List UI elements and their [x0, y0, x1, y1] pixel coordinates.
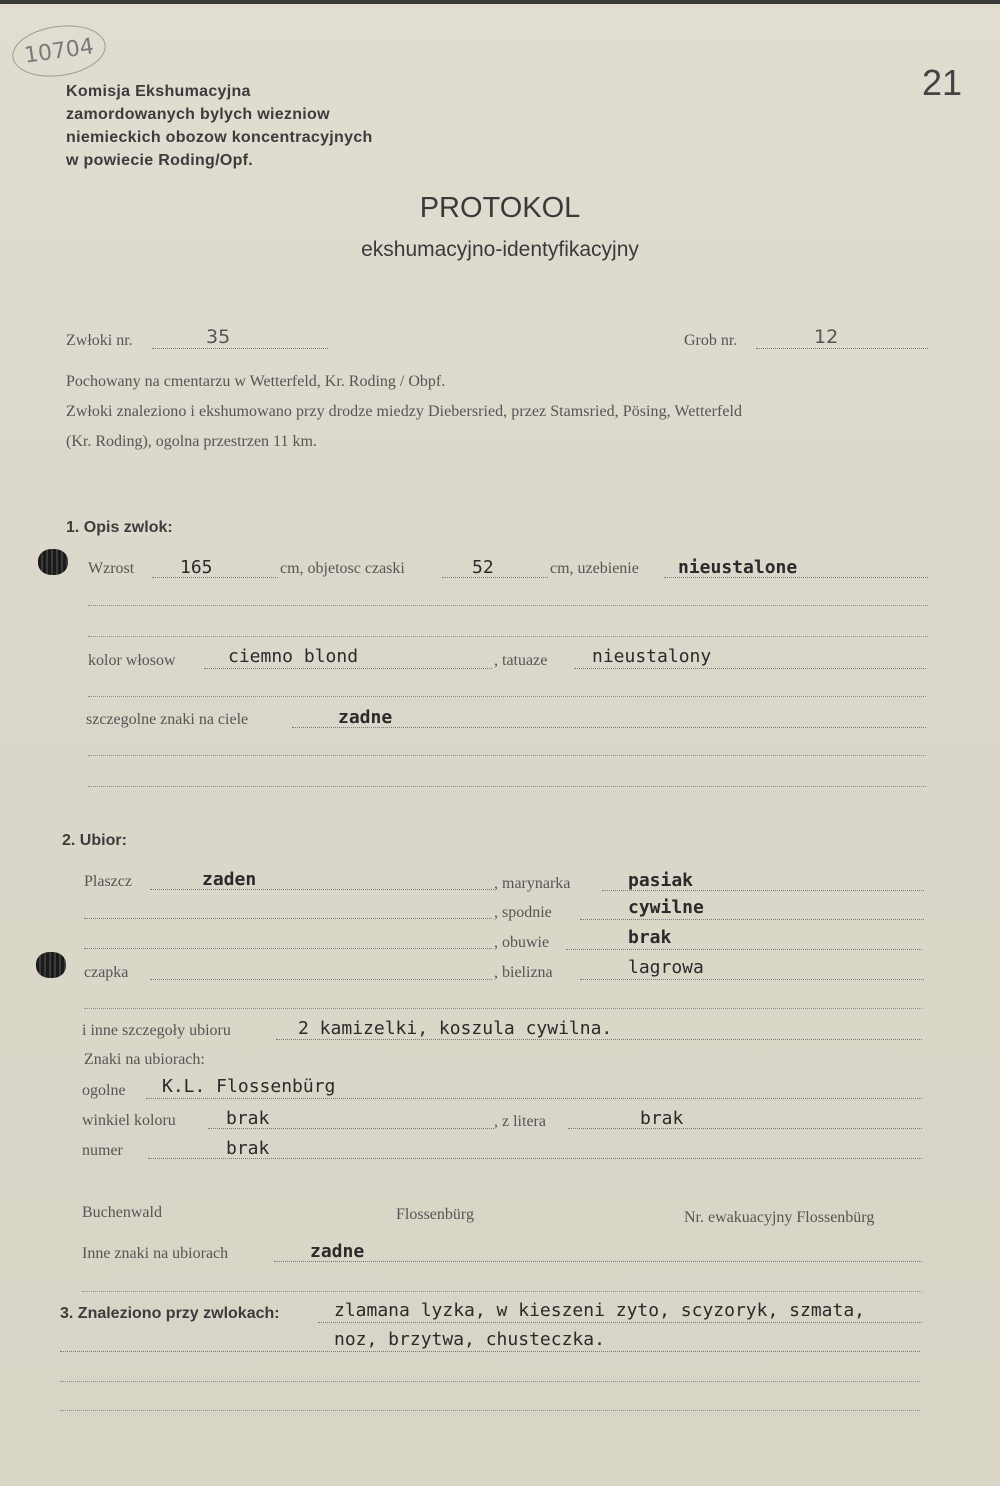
- hair-color-label: kolor włosow: [88, 652, 176, 669]
- tattoos-line: [574, 668, 926, 669]
- special-marks-label: szczegolne znaki na ciele: [86, 711, 249, 728]
- general-marks-value: K.L. Flossenbürg: [162, 1076, 336, 1097]
- blank-line: [60, 1381, 920, 1382]
- other-clothing-label: i inne szczegoły ubioru: [82, 1022, 231, 1039]
- evacuation-number-label: Nr. ewakuacyjny Flossenbürg: [684, 1209, 875, 1226]
- other-marks-line: [274, 1261, 922, 1262]
- tattoos-label: , tatuaze: [494, 652, 548, 669]
- punch-hole-top: [38, 549, 68, 575]
- trousers-line: [580, 919, 924, 920]
- section-3-title: 3. Znaleziono przy zwlokach:: [60, 1305, 280, 1322]
- corpse-number-label: Zwłoki nr.: [66, 332, 133, 349]
- commission-header: [66, 80, 373, 172]
- burial-place-text: Pochowany na cmentarzu w Wetterfeld, Kr. Roding / Obpf.: [66, 373, 446, 390]
- buchenwald-label: Buchenwald: [82, 1204, 162, 1221]
- flossenburg-label: Flossenbürg: [396, 1206, 474, 1223]
- underwear-line: [580, 979, 924, 980]
- punch-hole-bottom: [36, 952, 66, 978]
- found-items-line-1: [318, 1322, 922, 1323]
- blank-line: [82, 1291, 922, 1292]
- cap-line: [150, 979, 492, 980]
- corpse-number-value: 35: [206, 326, 231, 348]
- skull-volume-value: 52: [472, 557, 494, 578]
- found-items-value-2: noz, brzytwa, chusteczka.: [334, 1329, 605, 1350]
- other-marks-value: zadne: [310, 1241, 365, 1262]
- triangle-color-label: winkiel koloru: [82, 1112, 176, 1129]
- letter-line: [568, 1128, 922, 1129]
- blank-line: [60, 1410, 920, 1411]
- triangle-color-value: brak: [226, 1108, 270, 1129]
- tattoos-value: nieustalony: [592, 646, 712, 667]
- blank-line: [88, 696, 926, 697]
- letter-label: , z litera: [494, 1113, 546, 1130]
- trousers-value: cywilne: [628, 897, 704, 918]
- clothing-marks-label: Znaki na ubiorach:: [84, 1051, 205, 1068]
- archive-stamp: [9, 20, 109, 83]
- trousers-label: , spodnie: [494, 904, 552, 921]
- grave-number-label: Grob nr.: [684, 332, 738, 349]
- found-items-line-2: [60, 1351, 920, 1352]
- section-2-title: 2. Ubior:: [62, 832, 127, 849]
- section-1-title: 1. Opis zwlok:: [66, 519, 173, 536]
- general-marks-label: ogolne: [82, 1082, 126, 1099]
- grave-number-value: 12: [814, 326, 839, 348]
- jacket-label: , marynarka: [494, 875, 571, 892]
- footwear-line: [566, 949, 922, 950]
- blank-line: [84, 1008, 922, 1009]
- cap-label: czapka: [84, 964, 129, 981]
- footwear-label: , obuwie: [494, 934, 550, 951]
- other-marks-label: Inne znaki na ubiorach: [82, 1245, 229, 1262]
- found-location-text: Zwłoki znaleziono i ekshumowano przy drodze miedzy Diebersried, przez Stamsried, Pösing, Wetterfeld: [66, 403, 743, 420]
- blank-line: [88, 755, 926, 756]
- page-number: 21: [922, 62, 963, 103]
- header-line-3: niemieckich obozow koncentracyjnych: [66, 129, 373, 146]
- blank-line: [88, 605, 928, 606]
- blank-line: [84, 948, 492, 949]
- hair-color-line: [204, 668, 492, 669]
- number-value: brak: [226, 1138, 270, 1159]
- teeth-label: cm, uzebienie: [550, 560, 639, 577]
- coat-label: Plaszcz: [84, 873, 132, 890]
- corpse-number-line: [152, 348, 328, 349]
- header-line-4: w powiecie Roding/Opf.: [66, 152, 254, 169]
- letter-value: brak: [640, 1108, 684, 1129]
- other-clothing-line: [276, 1039, 922, 1040]
- teeth-value: nieustalone: [678, 557, 798, 578]
- skull-volume-label: cm, objetosc czaski: [280, 560, 405, 577]
- document-subtitle: ekshumacyjno-identyfikacyjny: [361, 238, 639, 261]
- height-label: Wzrost: [88, 560, 135, 577]
- document-title: PROTOKOL: [419, 192, 581, 224]
- skull-volume-line: [442, 577, 548, 578]
- number-label: numer: [82, 1142, 123, 1159]
- found-items-value-1: zlamana lyzka, w kieszeni zyto, scyzoryk, szmata,: [334, 1300, 866, 1321]
- coat-value: zaden: [202, 869, 257, 890]
- grave-number-line: [756, 348, 928, 349]
- blank-line: [88, 636, 928, 637]
- other-clothing-value: 2 kamizelki, koszula cywilna.: [298, 1018, 613, 1039]
- underwear-value: lagrowa: [628, 957, 704, 978]
- height-value: 165: [180, 557, 213, 578]
- archive-number: 10704: [22, 33, 96, 69]
- hair-color-value: ciemno blond: [228, 646, 359, 667]
- blank-line: [88, 786, 926, 787]
- underwear-label: , bielizna: [494, 964, 553, 981]
- distance-text: (Kr. Roding), ogolna przestrzen 11 km.: [66, 433, 317, 450]
- header-line-1: Komisja Ekshumacyjna: [66, 83, 251, 100]
- header-line-2: zamordowanych bylych wiezniow: [66, 106, 330, 123]
- footwear-value: brak: [628, 927, 672, 948]
- general-marks-line: [146, 1098, 922, 1099]
- special-marks-value: zadne: [338, 707, 393, 728]
- height-line: [152, 577, 278, 578]
- jacket-value: pasiak: [628, 870, 694, 891]
- blank-line: [84, 918, 492, 919]
